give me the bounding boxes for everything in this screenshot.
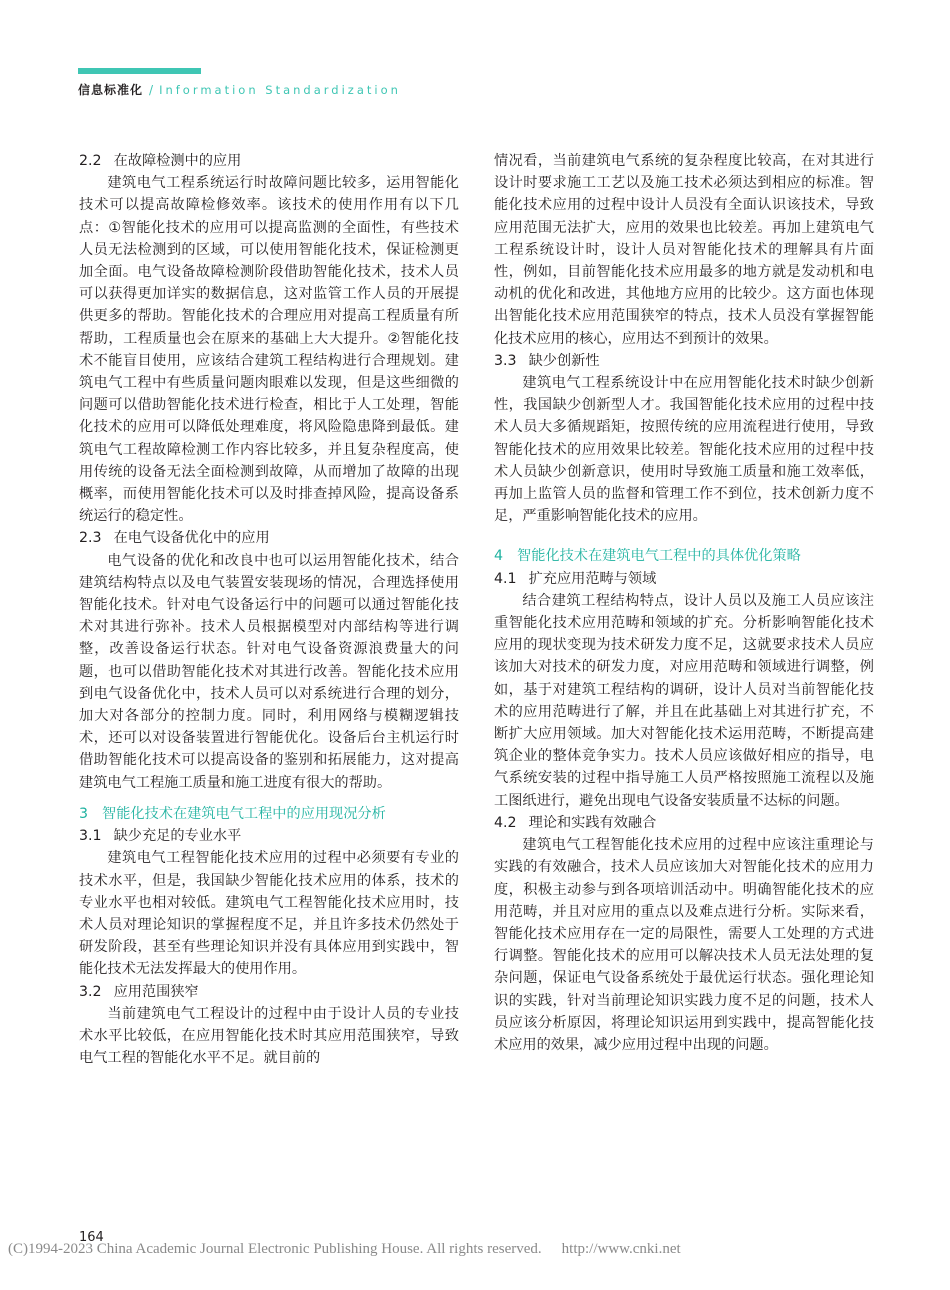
footer-url: http://www.cnki.net xyxy=(561,1241,681,1257)
footer-copyright: (C)1994-2023 China Academic Journal Electronic Publishing House. All rights reserved. xyxy=(8,1241,542,1257)
header-slash: / xyxy=(149,83,154,97)
paragraph: 当前建筑电气工程设计的过程中由于设计人员的专业技术水平比较低，在应用智能化技术时其应用范围狭窄，导致电气工程的智能化水平不足。就目前的 xyxy=(79,1005,459,1067)
section-heading-4: 4 智能化技术在建筑电气工程中的具体优化策略 xyxy=(494,548,801,565)
header-title-cn: 信息标准化 xyxy=(78,83,144,97)
section-heading-3: 3 智能化技术在建筑电气工程中的应用现况分析 xyxy=(79,805,386,822)
paragraph: 建筑电气工程系统设计中在应用智能化技术时缺少创新性，我国缺少创新型人才。我国智能化技术应用的过程中技术人员大多循规蹈矩，按照传统的应用流程进行使用，导致智能化技术的应用效果比较差。智能化技术应用的过程中技术人员缺少创新意识，使用时导致施工质量和施工效率低，再加上监管人员的监督和管理工作不到位，技术创新力度不足，严重影响智能化技术的应用。 xyxy=(494,375,874,525)
page-number: 164 xyxy=(79,1230,104,1245)
header-accent-bar xyxy=(78,68,201,74)
paragraph: 建筑电气工程智能化技术应用的过程中应该注重理论与实践的有效融合，技术人员应该加大对智能化技术的应用力度，积极主动参与到各项培训活动中。明确智能化技术的应用范畴，并且对应用的重点以及难点进行分析。实际来看，智能化技术应用存在一定的局限性，需要人工处理的方式进行调整。智能化技术的应用可以解决技术人员无法处理的复杂问题，保证电气设备系统处于最优运行状态。强化理论知识的实践，针对当前理论知识实践力度不足的问题，技术人员应该分析原因，将理论知识运用到实践中，提高智能化技术应用的效果，减少应用过程中出现的问题。 xyxy=(494,837,874,1053)
paragraph-continued: 情况看，当前建筑电气系统的复杂程度比较高，在对其进行设计时要求施工工艺以及施工技术必须达到相应的标准。智能化技术应用的过程中设计人员没有全面认识该技术，导致应用范围无法扩大，应用的效果也比较差。再加上建筑电气工程系统设计时，设计人员对智能化技术的理解具有片面性，例如，目前智能化技术应用最多的地方就是发动机和电动机的优化和改进，其他地方应用的比较少。这方面也体现出智能化技术应用范围狭窄的特点，技术人员没有掌握智能化技术应用的核心，应用达不到预计的效果。 xyxy=(494,153,874,347)
left-column xyxy=(79,150,459,1069)
paragraph: 建筑电气工程系统运行时故障问题比较多，运用智能化技术可以提高故障检修效率。该技术的使用作用有以下几点：①智能化技术的应用可以提高监测的全面性，有些技术人员无法检测到的区域，可以使用智能化技术，保证检测更加全面。电气设备故障检测阶段借助智能化技术，技术人员可以获得更加详实的数据信息，这对监管工作人员的开展提供更多的帮助。智能化技术的合理应用对提高工程质量有所帮助，工程质量也会在原来的基础上大大提升。②智能化技术不能盲目使用，应该结合建筑工程结构进行合理规划。建筑电气工程中有些质量问题肉眼难以发现，但是这些细微的问题可以借助智能化技术进行检查，相比于人工处理，智能化技术的应用可以降低处理难度，将风险隐患降到最低。建筑电气工程故障检测工作内容比较多，并且复杂程度高，使用传统的设备无法全面检测到故障，从而增加了故障的出现概率，而使用智能化技术可以及时排查掉风险，提高设备系统运行的稳定性。 xyxy=(79,175,459,525)
section-heading-3-1: 3.1 缺少充足的专业水平 xyxy=(79,828,242,845)
right-column xyxy=(494,150,874,1056)
running-header xyxy=(78,82,401,98)
section-heading-3-3: 3.3 缺少创新性 xyxy=(494,352,600,369)
paragraph: 结合建筑工程结构特点，设计人员以及施工人员应该注重智能化技术应用范畴和领域的扩充。分析影响智能化技术应用的现状变现为技术研发力度不足，这就要求技术人员应该加大对技术的研发力度，对应用范畴和领域进行调整，例如，基于对建筑工程结构的调研，设计人员对当前智能化技术的应用范畴进行了解，并且在此基础上对其进行扩充，不断扩大应用领域。加大对智能化技术运用范畴，不断提高建筑企业的整体竞争实力。技术人员应该做好相应的指导，电气系统安装的过程中指导施工人员严格按照施工流程以及施工图纸进行，避免出现电气设备安装质量不达标的问题。 xyxy=(494,592,874,809)
section-heading-4-2: 4.2 理论和实践有效融合 xyxy=(494,814,657,831)
section-heading-2-3: 2.3 在电气设备优化中的应用 xyxy=(79,530,270,547)
section-heading-4-1: 4.1 扩充应用范畴与领域 xyxy=(494,570,657,587)
section-heading-3-2: 3.2 应用范围狭窄 xyxy=(79,983,199,1000)
paragraph: 电气设备的优化和改良中也可以运用智能化技术，结合建筑结构特点以及电气装置安装现场的情况，合理选择使用智能化技术。针对电气设备运行中的问题可以通过智能化技术对其进行弥补。技术人员根据模型对内部结构等进行调整，改善设备运行状态。针对电气设备资源浪费量大的问题，也可以借助智能化技术对其进行改善。智能化技术应用到电气设备优化中，技术人员可以对系统进行合理的划分，加大对各部分的控制力度。同时，利用网络与模糊逻辑技术，还可以对设备装置进行智能优化。设备后台主机运行时借助智能化技术可以提高设备的鉴别和拓展能力，这对提高建筑电气工程施工质量和施工进度有很大的帮助。 xyxy=(79,552,459,791)
copyright-footer xyxy=(8,1241,681,1258)
header-title-en: Information Standardization xyxy=(159,83,401,97)
paragraph: 建筑电气工程智能化技术应用的过程中必须要有专业的技术水平，但是，我国缺少智能化技术应用的体系，技术的专业水平也相对较低。建筑电气工程智能化技术应用时，技术人员对理论知识的掌握程度不足，并且许多技术仍然处于研发阶段，甚至有些理论知识并没有具体应用到实践中，智能化技术无法发挥最大的使用作用。 xyxy=(79,850,459,978)
section-heading-2-2: 2.2 在故障检测中的应用 xyxy=(79,153,242,169)
